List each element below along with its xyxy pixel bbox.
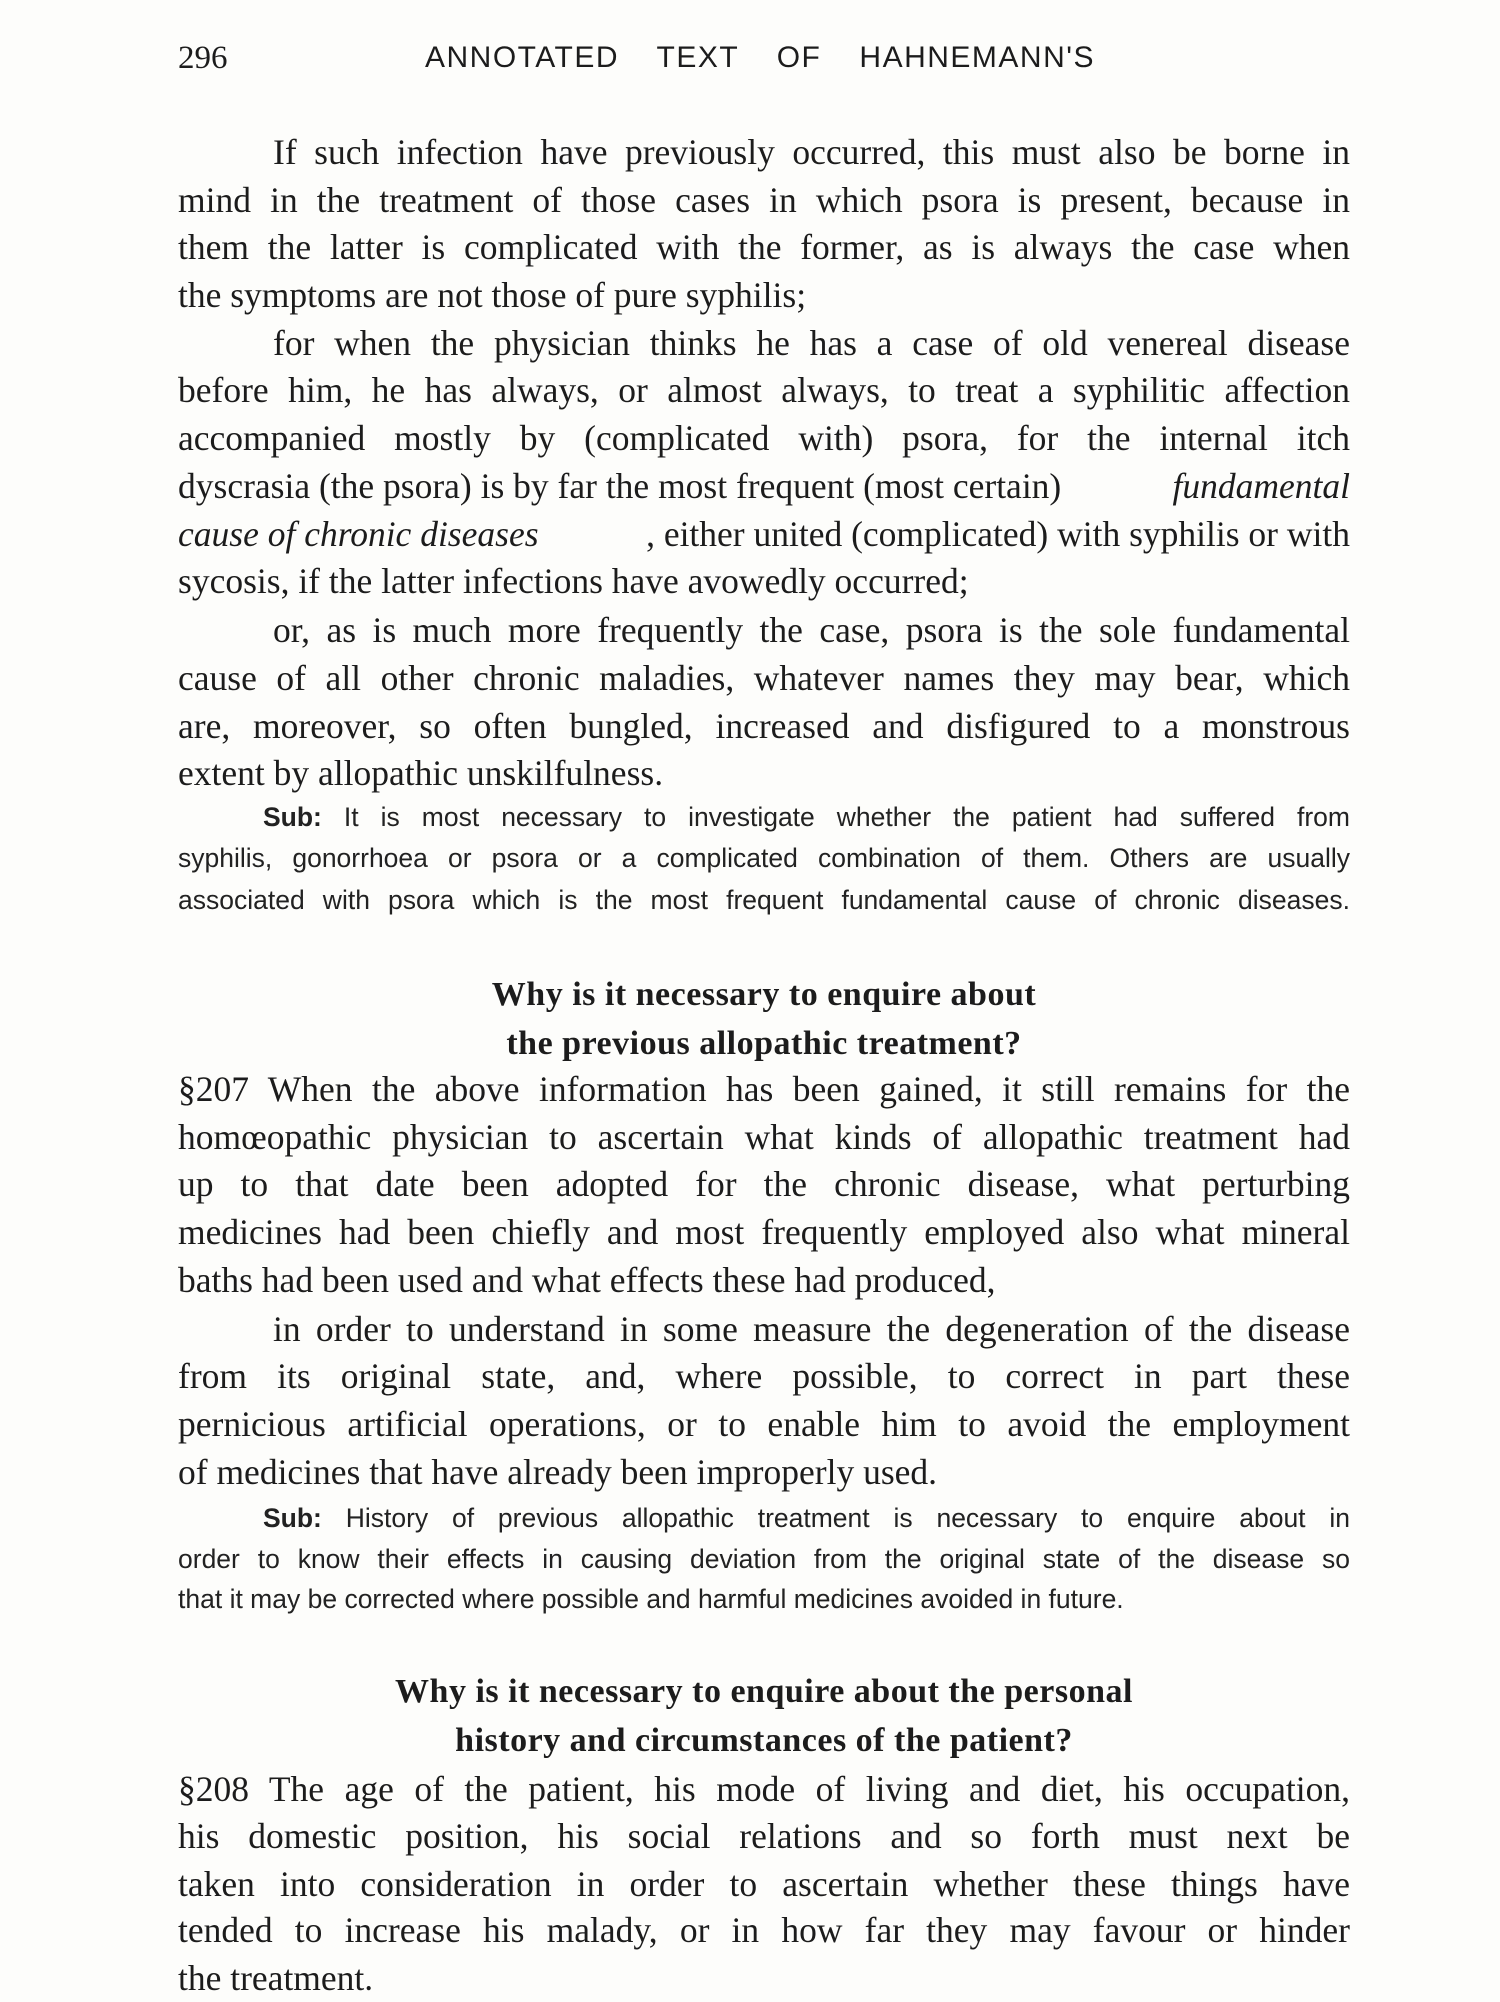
- sub-line: order to know their effects in causing deviation from the original state of the disease so: [178, 1544, 1350, 1574]
- text-line: mind in the treatment of those cases in which psora is present, because in: [178, 180, 1350, 220]
- text-line: or, as is much more frequently the case, psora is the sole fundamental: [273, 610, 1350, 650]
- running-title: ANNOTATED TEXT OF HAHNEMANN'S: [425, 41, 1095, 74]
- sub-line: associated with psora which is the most frequent fundamental cause of chronic diseases.: [178, 885, 1350, 915]
- text-line: pernicious artificial operations, or to enable him to avoid the employment: [178, 1404, 1350, 1444]
- sub-text: It is most necessary to investigate whether the patient had suffered from: [321, 802, 1350, 832]
- sub-line: [263, 1498, 1350, 1538]
- heading-line: Why is it necessary to enquire about the personal: [395, 1673, 1133, 1710]
- text-line: are, moreover, so often bungled, increased and disfigured to a monstrous: [178, 706, 1350, 746]
- text-line: [178, 510, 1350, 558]
- text-segment: , either united (complicated) with syphilis or with: [646, 514, 1350, 554]
- heading-line: the previous allopathic treatment?: [506, 1025, 1022, 1062]
- text-line: for when the physician thinks he has a case of old venereal disease: [273, 323, 1350, 363]
- text-line: cause of all other chronic maladies, whatever names they may bear, which: [178, 658, 1350, 698]
- text-line: If such infection have previously occurred, this must also be borne in: [273, 132, 1350, 172]
- text-line: §207 When the above information has been gained, it still remains for the: [178, 1069, 1350, 1109]
- sub-line: syphilis, gonorrhoea or psora or a complicated combination of them. Others are usually: [178, 843, 1350, 873]
- text-line: in order to understand in some measure the degeneration of the disease: [273, 1309, 1350, 1349]
- text-line: extent by allopathic unskilfulness.: [178, 753, 664, 793]
- text-line: the treatment.: [178, 1958, 374, 1998]
- text-line: before him, he has always, or almost always, to treat a syphilitic affection: [178, 370, 1350, 410]
- text-line: them the latter is complicated with the former, as is always the case when: [178, 227, 1350, 267]
- text-segment: dyscrasia (the psora) is by far the most frequent (most certain): [178, 466, 1062, 506]
- text-line: [178, 462, 1350, 510]
- page-number: 296: [178, 40, 228, 76]
- italic-text: fundamental: [1172, 466, 1350, 506]
- heading-line: history and circumstances of the patient?: [455, 1722, 1073, 1759]
- text-line: sycosis, if the latter infections have avowedly occurred;: [178, 561, 969, 601]
- text-line: the symptoms are not those of pure syphilis;: [178, 275, 807, 315]
- sub-label: Sub:: [263, 1503, 322, 1533]
- text-line: up to that date been adopted for the chronic disease, what perturbing: [178, 1164, 1350, 1204]
- text-line: of medicines that have already been improperly used.: [178, 1452, 938, 1492]
- sub-text: History of previous allopathic treatment is necessary to enquire about in: [321, 1503, 1350, 1533]
- sub-line: that it may be corrected where possible and harmful medicines avoided in future.: [178, 1584, 1124, 1614]
- heading-line: Why is it necessary to enquire about: [491, 976, 1037, 1013]
- sub-label: Sub:: [263, 802, 322, 832]
- text-line: §208 The age of the patient, his mode of living and diet, his occupation,: [178, 1769, 1350, 1809]
- text-line: medicines had been chiefly and most frequently employed also what mineral: [178, 1212, 1350, 1252]
- italic-text: cause of chronic diseases: [178, 514, 539, 554]
- sub-line: [263, 797, 1350, 837]
- text-line: tended to increase his malady, or in how far they may favour or hinder: [178, 1910, 1350, 1950]
- text-line: baths had been used and what effects these had produced,: [178, 1260, 996, 1300]
- text-line: his domestic position, his social relations and so forth must next be: [178, 1816, 1350, 1856]
- text-line: taken into consideration in order to ascertain whether these things have: [178, 1864, 1350, 1904]
- text-line: accompanied mostly by (complicated with) psora, for the internal itch: [178, 418, 1350, 458]
- text-line: from its original state, and, where possible, to correct in part these: [178, 1356, 1350, 1396]
- text-line: homœopathic physician to ascertain what kinds of allopathic treatment had: [178, 1117, 1350, 1157]
